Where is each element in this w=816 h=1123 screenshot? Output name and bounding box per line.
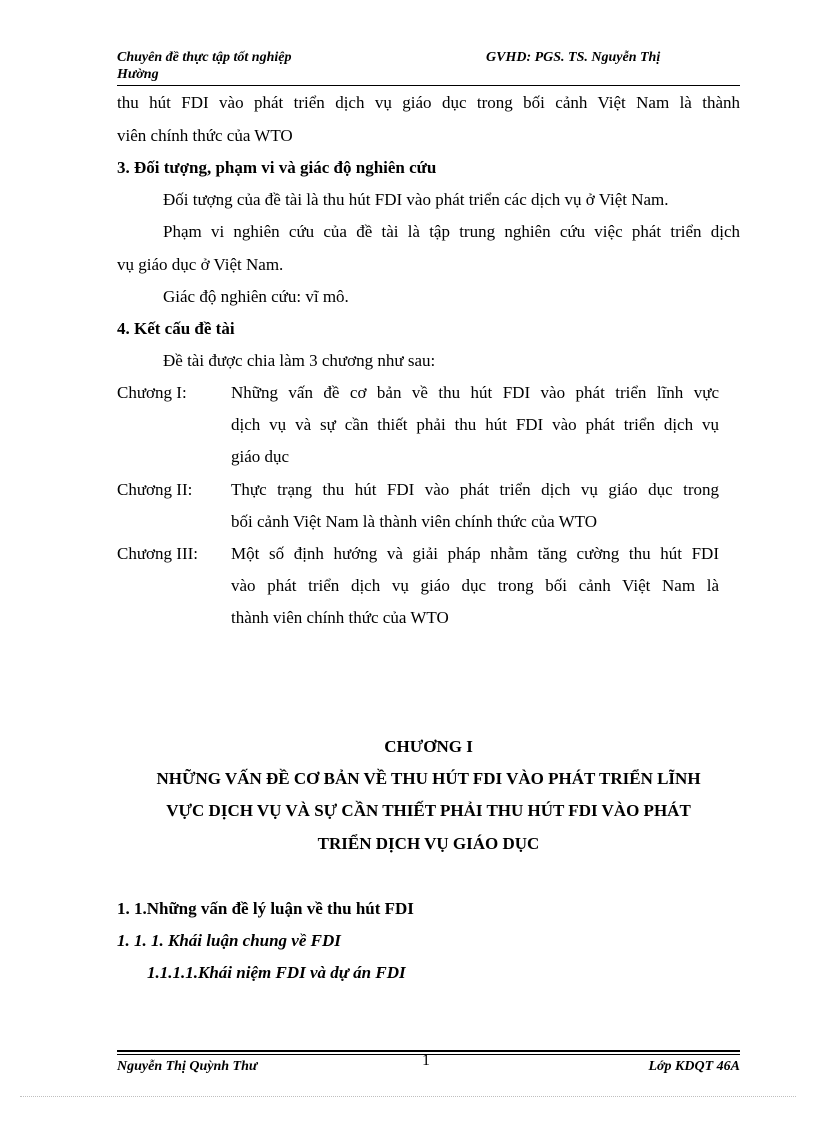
chapter-title-line-2: VỰC DỊCH VỤ VÀ SỰ CẦN THIẾT PHẢI THU HÚT FDI VÀO PHÁT [166, 801, 691, 820]
chapter-2-line-2: bối cảnh Việt Nam là thành viên chính thức của WTO [231, 512, 598, 531]
section-3-paragraph-1: Đối tượng của đề tài là thu hút FDI vào phát triển các dịch vụ ở Việt Nam. [163, 190, 669, 209]
chapter-1-line-3: giáo dục [231, 447, 290, 466]
footer-class: Lớp KDQT 46A [648, 1059, 740, 1074]
header-rule [117, 85, 740, 86]
chapter-3-label: Chương III: [117, 544, 198, 563]
section-3-paragraph-3: Giác độ nghiên cứu: vĩ mô. [163, 287, 349, 306]
header-supervisor: GVHD: PGS. TS. Nguyễn Thị [486, 50, 661, 65]
heading-1-1: 1. 1.Những vấn đề lý luận về thu hút FDI [117, 899, 414, 918]
chapter-title-label: CHƯƠNG I [384, 737, 473, 756]
intro-line-1: thu hút FDI vào phát triển dịch vụ giáo dục trong bối cảnh Việt Nam là thành [117, 93, 740, 112]
footer-page-number: 1 [422, 1052, 430, 1069]
header-wrap-text: Hường [117, 67, 159, 82]
heading-1-1-1-1: 1.1.1.1.Khái niệm FDI và dự án FDI [147, 963, 406, 982]
chapter-3-line-1: Một số định hướng và giải pháp nhằm tăng cường thu hút FDI [231, 544, 719, 563]
footer-author: Nguyễn Thị Quỳnh Thư [117, 1059, 258, 1074]
chapter-2-label: Chương II: [117, 480, 193, 499]
section-3-paragraph-2-line-1: Phạm vi nghiên cứu của đề tài là tập trung nghiên cứu việc phát triển dịch [163, 222, 740, 241]
intro-line-2: viên chính thức của WTO [117, 126, 293, 145]
section-4-intro: Đề tài được chia làm 3 chương như sau: [163, 351, 436, 370]
page-bottom-dotted-line [20, 1096, 796, 1097]
section-3-heading: 3. Đối tượng, phạm vi và giác độ nghiên cứu [117, 158, 437, 177]
chapter-1-label: Chương I: [117, 383, 187, 402]
section-3-paragraph-2-line-2: vụ giáo dục ở Việt Nam. [117, 255, 284, 274]
chapter-2-line-1: Thực trạng thu hút FDI vào phát triển dịch vụ giáo dục trong [231, 480, 719, 499]
chapter-1-line-2: dịch vụ và sự cần thiết phải thu hút FDI vào phát triển dịch vụ [231, 415, 719, 434]
chapter-1-line-1: Những vấn đề cơ bản về thu hút FDI vào phát triển lĩnh vực [231, 383, 719, 402]
heading-1-1-1: 1. 1. 1. Khái luận chung về FDI [117, 931, 341, 950]
chapter-title-line-1: NHỮNG VẤN ĐỀ CƠ BẢN VỀ THU HÚT FDI VÀO PHÁT TRIỂN LĨNH [156, 769, 701, 788]
header-title: Chuyên đề thực tập tốt nghiệp [117, 50, 292, 65]
chapter-title-line-3: TRIỂN DỊCH VỤ GIÁO DỤC [317, 834, 540, 853]
chapter-3-line-3: thành viên chính thức của WTO [231, 608, 449, 627]
section-4-heading: 4. Kết cấu đề tài [117, 319, 235, 338]
header-left [117, 49, 357, 83]
chapter-3-line-2: vào phát triển dịch vụ giáo dục trong bối cảnh Việt Nam là [231, 576, 719, 595]
